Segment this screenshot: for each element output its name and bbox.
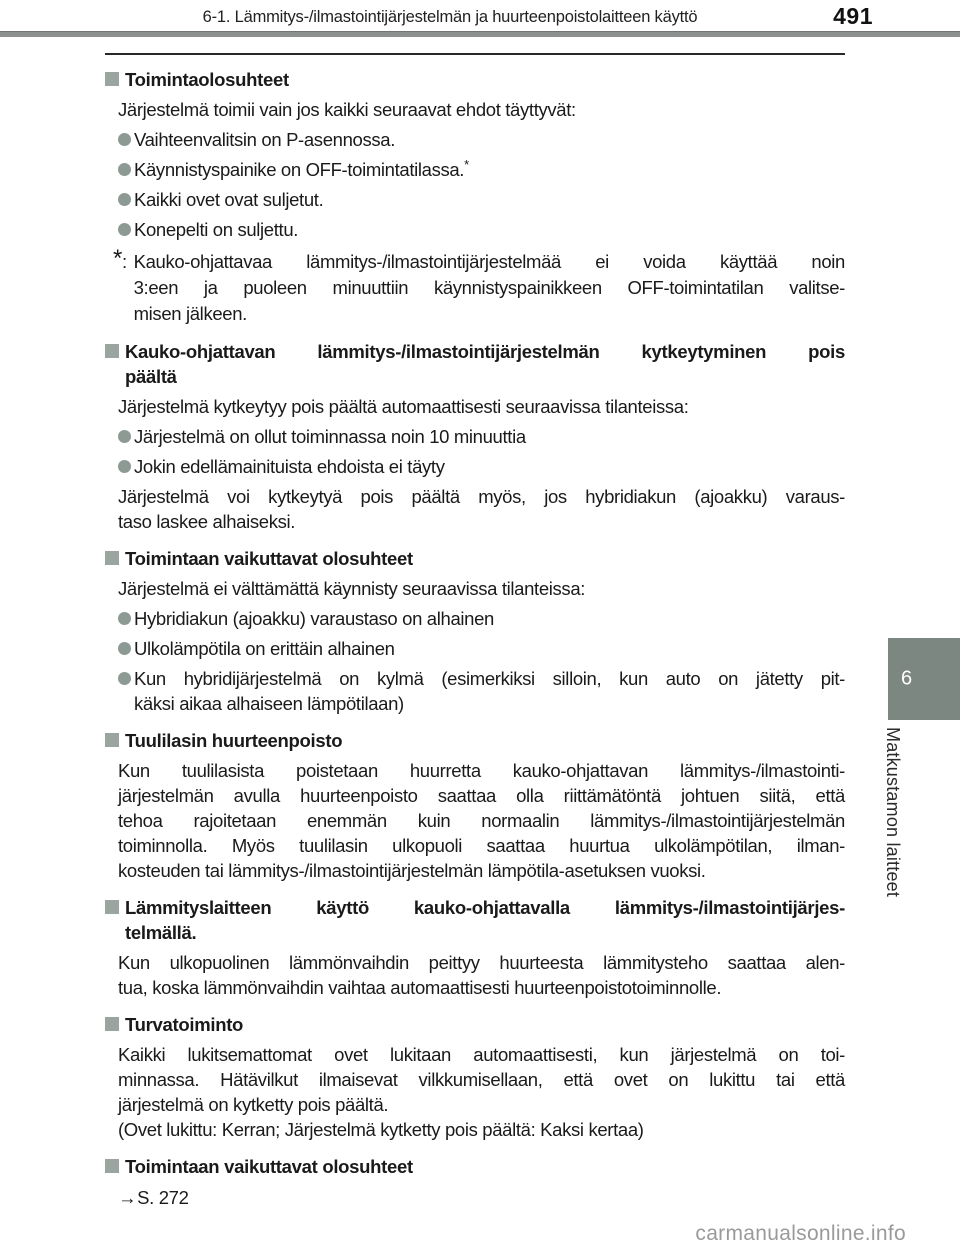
chapter-tab-label: Matkustamon laitteet: [883, 727, 903, 898]
section-title-text: Toimintaan vaikuttavat olosuhteet: [125, 1156, 413, 1177]
list-item-text: Kun hybridijärjestelmä on kylmä (esimerkiksi silloin, kun auto on jätetty pit- käksi aikaa alhaiseen lämpötilaan): [134, 668, 845, 714]
page-header: [0, 0, 960, 31]
bullet-dot-icon: [118, 642, 131, 655]
remote-switch-off-outro: Järjestelmä voi kytkeytyä pois päältä myös, jos hybridiakun (ajoakku) varaus- taso laskee alhaiseksi.: [118, 486, 845, 532]
list-item-text: Järjestelmä on ollut toiminnassa noin 10 minuuttia: [134, 426, 526, 447]
list-item-text: Konepelti on suljettu.: [134, 219, 299, 240]
footnote-asterisk: *: [464, 156, 469, 172]
section-title-text: Kauko-ohjattavan lämmitys-/ilmastointijärjestelmän kytkeytyminen pois päältä: [125, 341, 845, 387]
heater-use-body: Kun ulkopuolinen lämmönvaihdin peittyy huurteesta lämmitysteho saattaa alen- tua, koska lämmönvaihdin vaihtaa automaattisesti huurteenpoistotoiminnolle.: [118, 952, 845, 998]
list-item-text: Kaikki ovet ovat suljetut.: [134, 189, 324, 210]
chapter-tab: [888, 638, 960, 720]
list-item: [118, 127, 845, 152]
windshield-defogging-body: Kun tuulilasista poistetaan huurretta kauko-ohjattavan lämmitys-/ilmastointi- järjestelmän avulla huurteenpoisto saattaa olla riittämätöntä johtuen siitä, että tehoa rajoitetaan enemmän kuin normaalin lämmitys-/ilmastointijärjestelmän toiminnolla. Myös tuulilasin ulkopuoli saattaa huurtua ulkolämpötilan, ilman- kosteuden tai lämmitys-/ilmastointijärjestelmän lämpötila-asetuksen vuoksi.: [118, 760, 845, 881]
watermark-text: carmanualsonline.info: [695, 1222, 906, 1245]
safety-function-body: Kaikki lukitsemattomat ovet lukitaan automaattisesti, kun järjestelmä on toi- minnassa. Hätävilkut ilmaisevat vilkkumisellaan, että ovet on lukittu tai että järjestelmä on kytketty pois päältä.: [118, 1044, 845, 1115]
footnote-colon: :: [122, 251, 132, 272]
page-reference-text: S. 272: [137, 1187, 189, 1208]
list-item: [118, 454, 845, 479]
bullet-dot-icon: [118, 460, 131, 473]
section-remote-switch-off-title: [105, 339, 845, 389]
list-item-text: Jokin edellämainituista ehdoista ei täyty: [134, 456, 445, 477]
affecting-conditions-intro: Järjestelmä ei välttämättä käynnisty seuraavissa tilanteissa:: [118, 578, 586, 599]
footnote-asterisk: *: [113, 245, 122, 272]
list-item: [118, 424, 845, 449]
section-square-icon: [105, 733, 119, 747]
section-title-text: Turvatoiminto: [125, 1014, 244, 1035]
section-safety-function-title: [105, 1012, 845, 1037]
section-affecting-conditions-title: [105, 546, 845, 571]
section-title-text: Toimintaolosuhteet: [125, 69, 289, 90]
section-affecting-conditions-ref-title: [105, 1154, 845, 1179]
section-square-icon: [105, 72, 119, 86]
list-item: [118, 187, 845, 212]
section-square-icon: [105, 551, 119, 565]
section-operating-conditions-title: [105, 67, 845, 92]
safety-function-note: (Ovet lukittu: Kerran; Järjestelmä kytketty pois päältä: Kaksi kertaa): [118, 1119, 644, 1140]
footnote-text: Kauko-ohjattavaa lämmitys-/ilmastointijärjestelmää ei voida käyttää noin 3:een ja puoleen minuuttiin käynnistyspainikkeen OFF-toimintatilan valitse- misen jälkeen.: [133, 251, 845, 324]
section-title-text: Tuulilasin huurteenpoisto: [125, 730, 343, 751]
operating-conditions-intro: Järjestelmä toimii vain jos kaikki seuraavat ehdot täyttyvät:: [118, 99, 576, 120]
section-square-icon: [105, 900, 119, 914]
list-item: [118, 217, 845, 242]
section-square-icon: [105, 1017, 119, 1031]
page-number: 491: [833, 3, 873, 29]
bullet-dot-icon: [118, 430, 131, 443]
arrow-right-icon: →: [118, 1187, 137, 1208]
bullet-dot-icon: [118, 133, 131, 146]
list-item-text-main: Käynnistyspainike on OFF-toimintatilassa.: [134, 159, 465, 180]
bullet-dot-icon: [118, 193, 131, 206]
section-title-text: Toimintaan vaikuttavat olosuhteet: [125, 548, 413, 569]
page-content: [105, 36, 845, 1210]
list-item-text: Hybridiakun (ajoakku) varaustaso on alhainen: [134, 608, 494, 629]
list-item-text: Vaihteenvalitsin on P-asennossa.: [134, 129, 395, 150]
list-item: [118, 157, 845, 182]
bullet-dot-icon: [118, 672, 131, 685]
section-square-icon: [105, 344, 119, 358]
remote-switch-off-intro: Järjestelmä kytkeytyy pois päältä automaattisesti seuraavissa tilanteissa:: [118, 396, 689, 417]
section-heater-use-title: [105, 895, 845, 945]
page-reference: [118, 1185, 845, 1210]
section-windshield-defogging-title: [105, 728, 845, 753]
bullet-dot-icon: [118, 612, 131, 625]
footnote: [113, 245, 845, 327]
list-item: [118, 666, 845, 716]
bullet-dot-icon: [118, 163, 131, 176]
content-top-rule: [105, 53, 845, 55]
list-item: [118, 636, 845, 661]
section-square-icon: [105, 1159, 119, 1173]
list-item-text: [134, 157, 845, 182]
page-header-title: 6-1. Lämmitys-/ilmastointijärjestelmän ja huurteenpoistolaitteen käyttö: [202, 8, 698, 26]
footnote-marker: [113, 245, 132, 327]
section-title-text: Lämmityslaitteen käyttö kauko-ohjattavalla lämmitys-/ilmastointijärjes- telmällä.: [125, 897, 845, 943]
list-item: [118, 606, 845, 631]
list-item-text: Ulkolämpötila on erittäin alhainen: [134, 638, 395, 659]
chapter-number: 6: [901, 667, 913, 690]
bullet-dot-icon: [118, 223, 131, 236]
